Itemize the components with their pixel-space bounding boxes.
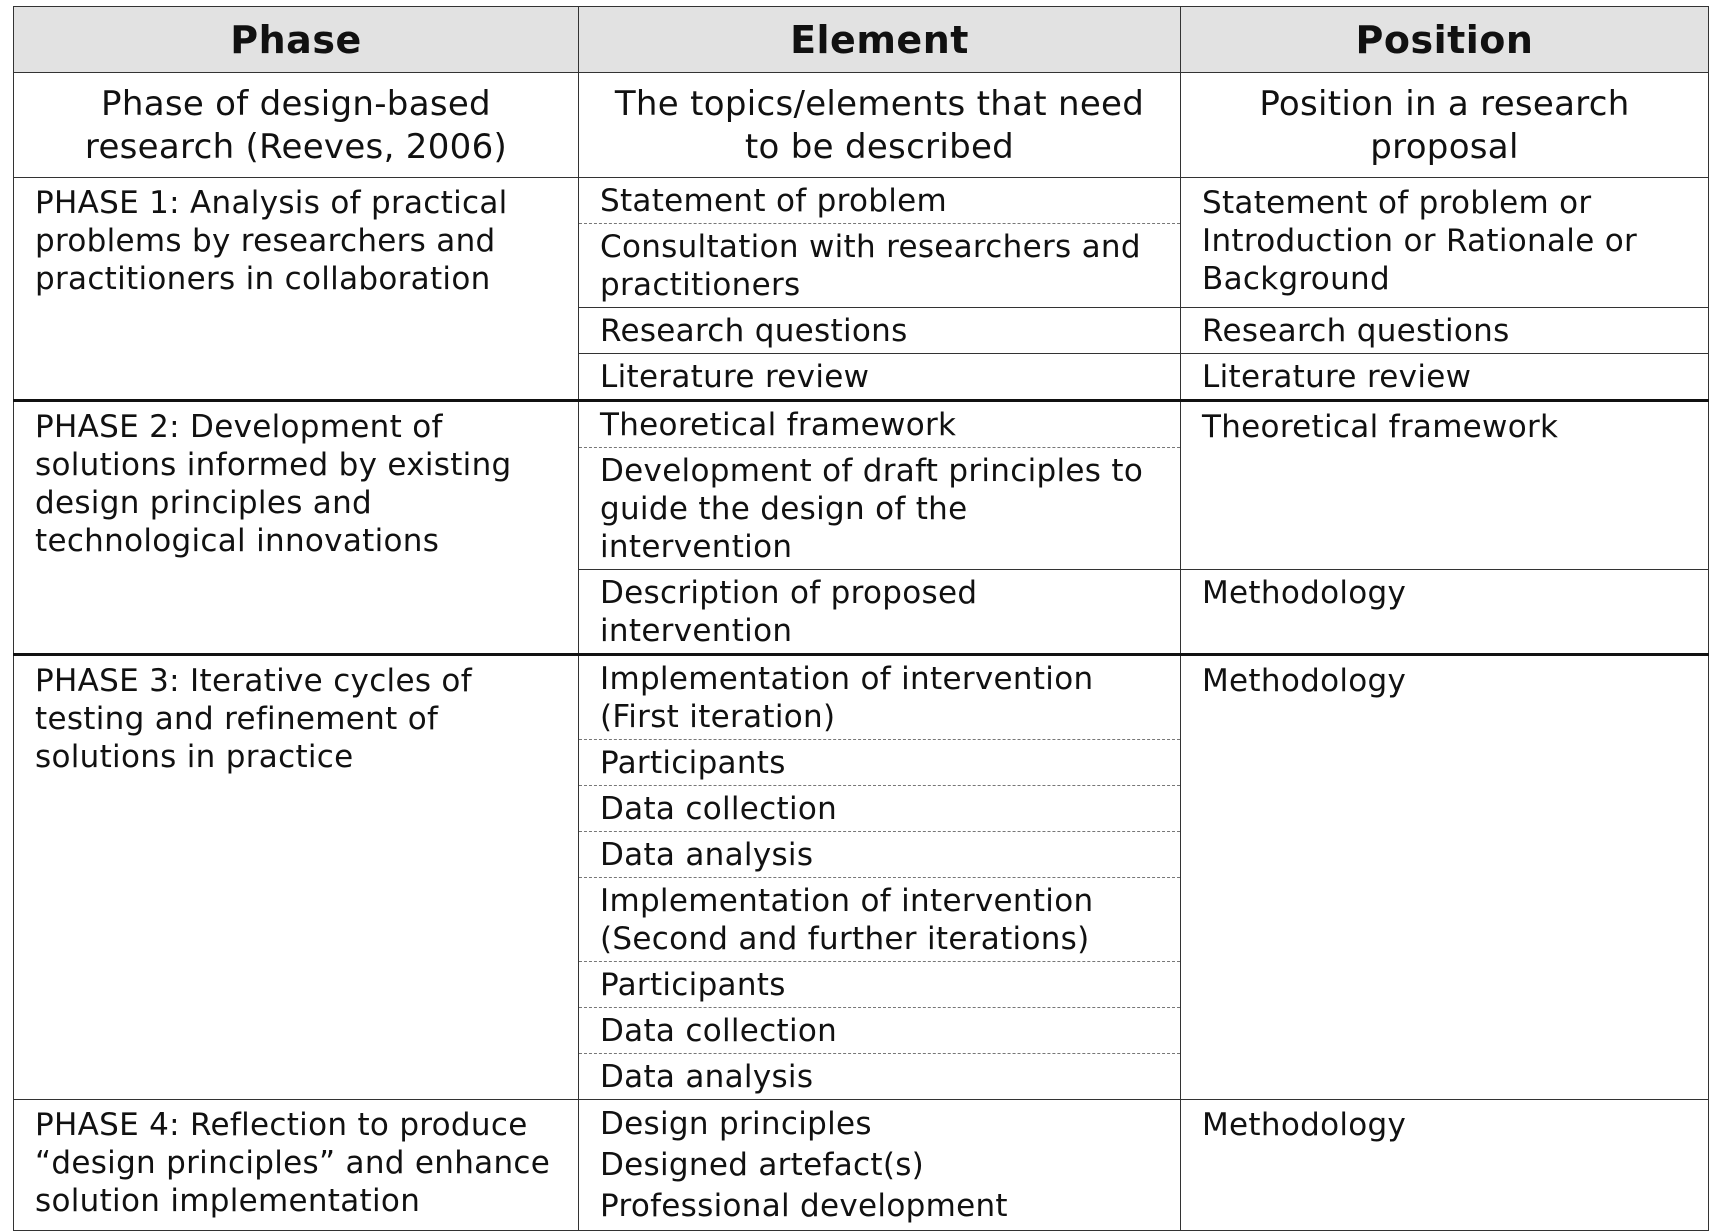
- table-row: [14, 178, 1709, 224]
- element-cell: Consultation with researchers and practitioners: [579, 224, 1181, 308]
- element-cell: Literature review: [579, 354, 1181, 401]
- position-cell: Methodology: [1181, 1100, 1709, 1231]
- header-row: [14, 7, 1709, 73]
- subheader-row: [14, 73, 1709, 178]
- element-cell: Description of proposed intervention: [579, 570, 1181, 655]
- header-position: Position: [1181, 7, 1709, 73]
- subheader-phase: Phase of design-based research (Reeves, 2006): [14, 73, 579, 178]
- phase-3-cell: PHASE 3: Iterative cycles of testing and refinement of solutions in practice: [14, 655, 579, 1100]
- phase-4-cell: PHASE 4: Reflection to produce “design principles” and enhance solution implementation: [14, 1100, 579, 1231]
- position-cell: Statement of problem or Introduction or Rationale or Background: [1181, 178, 1709, 308]
- position-cell: Methodology: [1181, 570, 1709, 655]
- phase-2-cell: PHASE 2: Development of solutions informed by existing design principles and technological innovations: [14, 401, 579, 655]
- element-cell: Data analysis: [579, 1054, 1181, 1100]
- element-item: Professional development: [600, 1188, 1008, 1224]
- element-cell: Theoretical framework: [579, 401, 1181, 448]
- element-cell: Data collection: [579, 786, 1181, 832]
- table-row: [14, 655, 1709, 740]
- element-cell: Research questions: [579, 308, 1181, 354]
- element-cell: Participants: [579, 962, 1181, 1008]
- table-row: [14, 401, 1709, 448]
- header-phase: Phase: [14, 7, 579, 73]
- element-cell: Participants: [579, 740, 1181, 786]
- design-based-research-table: [13, 6, 1709, 1231]
- position-cell: Research questions: [1181, 308, 1709, 354]
- subheader-position: Position in a research proposal: [1181, 73, 1709, 178]
- position-cell: Theoretical framework: [1181, 401, 1709, 570]
- element-cell: Data analysis: [579, 832, 1181, 878]
- position-cell: Methodology: [1181, 655, 1709, 1100]
- element-cell: Data collection: [579, 1008, 1181, 1054]
- element-item: Design principles: [600, 1106, 872, 1142]
- phase-1-cell: PHASE 1: Analysis of practical problems by researchers and practitioners in collaboration: [14, 178, 579, 401]
- element-cell-list: [579, 1100, 1181, 1231]
- position-cell: Literature review: [1181, 354, 1709, 401]
- subheader-element: The topics/elements that need to be described: [579, 73, 1181, 178]
- element-item: Designed artefact(s): [600, 1147, 925, 1183]
- header-element: Element: [579, 7, 1181, 73]
- table-row: [14, 1100, 1709, 1231]
- element-cell: Development of draft principles to guide the design of the intervention: [579, 448, 1181, 570]
- element-cell: Implementation of intervention (First iteration): [579, 655, 1181, 740]
- element-cell: Implementation of intervention (Second and further iterations): [579, 878, 1181, 962]
- element-cell: Statement of problem: [579, 178, 1181, 224]
